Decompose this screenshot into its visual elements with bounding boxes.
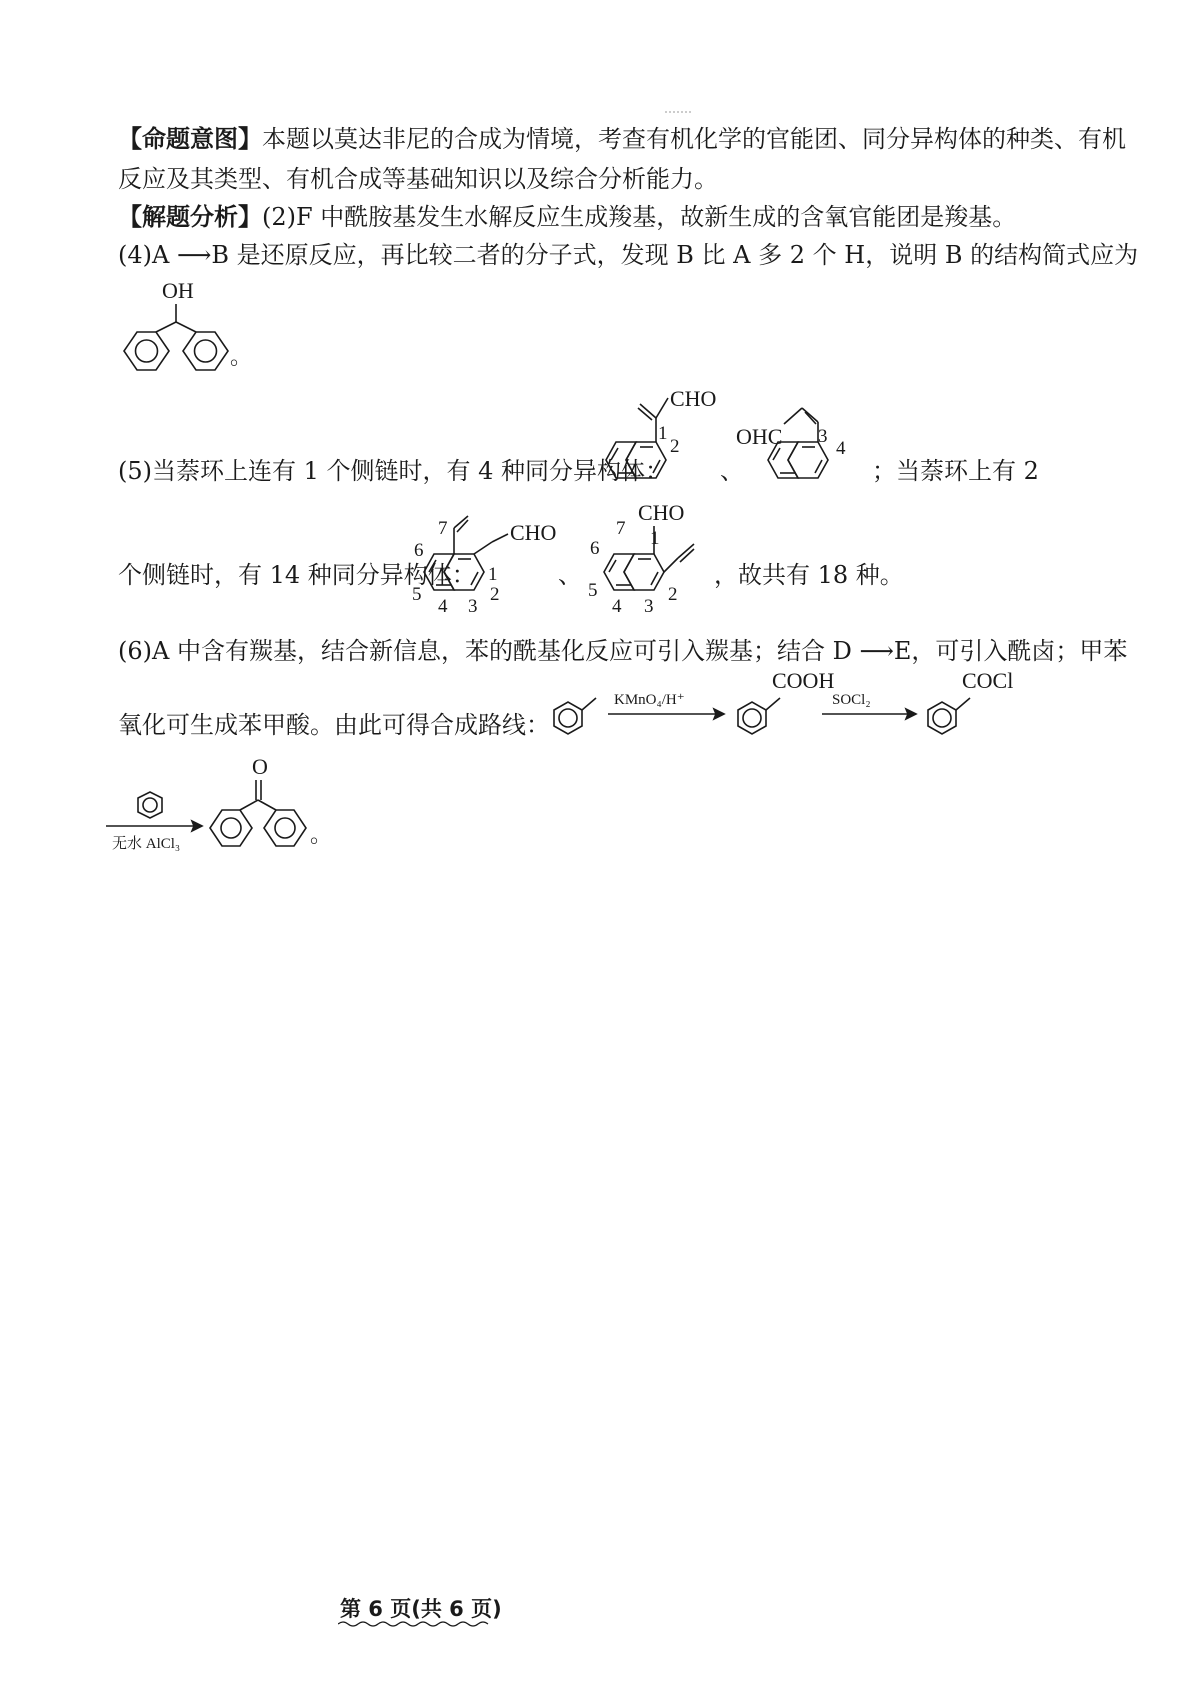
isomer4-cho: CHO xyxy=(638,500,685,525)
q5-sep-1: 、 xyxy=(720,457,744,485)
isomer2-n4: 4 xyxy=(836,438,846,459)
reagent-alcl3: 无水 AlCl₃ xyxy=(112,836,181,852)
benzhydrol-structure xyxy=(100,272,260,382)
isomer4-n5: 5 xyxy=(588,580,598,601)
isomer3-n2: 2 xyxy=(490,584,500,605)
isomer2-ohc: OHC xyxy=(736,424,783,449)
page-footer: 第 6 页(共 6 页) xyxy=(340,1597,502,1621)
cocl-label: COCl xyxy=(962,668,1014,693)
intent-text-1: 本题以莫达非尼的合成为情境，考查有机化学的官能团、同分异构体的种类、有机 xyxy=(262,125,1126,153)
q4-end: 。 xyxy=(230,344,253,369)
isomer4-n6: 6 xyxy=(590,538,600,559)
isomer1-cho: CHO xyxy=(670,386,717,411)
isomer1-n1: 1 xyxy=(658,423,668,444)
isomer4-n4: 4 xyxy=(612,596,622,617)
isomer4-n7: 7 xyxy=(616,518,626,539)
isomer-2-structure xyxy=(732,384,872,499)
isomer3-n6: 6 xyxy=(414,540,424,561)
isomer3-n3: 3 xyxy=(468,596,478,617)
isomer4-n2: 2 xyxy=(668,584,678,605)
synthesis-route-row-1 xyxy=(540,658,1100,758)
isomer1-n2: 2 xyxy=(670,436,680,457)
intent-line-2: 反应及其类型、有机合成等基础知识以及综合分析能力。 xyxy=(118,165,718,193)
benzene-reagent xyxy=(138,792,162,818)
q6-line-2: 氧化可生成苯甲酸。由此可得合成路线： xyxy=(118,711,550,739)
isomer4-n1: 1 xyxy=(650,528,660,549)
q6-end: 。 xyxy=(310,822,333,847)
isomer2-n3: 3 xyxy=(818,426,828,447)
q5-line-2: ；当萘环上有 2 xyxy=(872,457,1039,485)
isomer4-n3: 3 xyxy=(644,596,654,617)
q5-line-3: 个侧链时，有 14 种同分异构体： xyxy=(118,561,476,589)
isomer3-n7: 7 xyxy=(438,518,448,539)
synthesis-route-row-2 xyxy=(100,752,360,862)
isomer3-n5: 5 xyxy=(412,584,422,605)
intent-line-1 xyxy=(118,124,1126,154)
scan-mark xyxy=(665,100,695,119)
footer-wavy-underline xyxy=(338,1620,498,1628)
analysis-text: (2)F 中酰胺基发生水解反应生成羧基，故新生成的含氧官能团是羧基。 xyxy=(262,203,1017,231)
carbonyl-o-label: O xyxy=(252,754,268,779)
analysis-tag: 【解题分析】 xyxy=(118,203,262,231)
q5-line-4: ，故共有 18 种。 xyxy=(714,561,904,589)
isomer3-n1: 1 xyxy=(488,564,498,585)
isomer-1-structure xyxy=(588,384,728,499)
intent-tag: 【命题意图】 xyxy=(118,125,262,153)
isomer3-cho: CHO xyxy=(510,520,557,545)
oh-label: OH xyxy=(162,278,194,303)
reagent-socl2: SOCl₂ xyxy=(832,692,871,708)
q6-line-1: (6)A 中含有羰基，结合新信息，苯的酰基化反应可引入羰基；结合 D ⟶E，可引入酰卤；甲苯 xyxy=(118,637,1128,665)
reagent-kmno4: KMnO₄/H⁺ xyxy=(614,692,685,708)
q5-sep-2: 、 xyxy=(558,561,582,589)
analysis-line xyxy=(118,202,1016,232)
isomer-4-structure xyxy=(574,496,714,622)
q4-line: (4)A ⟶B 是还原反应，再比较二者的分子式，发现 B 比 A 多 2 个 H，说明 B 的结构简式应为 xyxy=(118,241,1139,269)
q5-line-1: (5)当萘环上连有 1 个侧链时，有 4 种同分异构体： xyxy=(118,457,670,485)
cooh-label: COOH xyxy=(772,668,835,693)
isomer3-n4: 4 xyxy=(438,596,448,617)
